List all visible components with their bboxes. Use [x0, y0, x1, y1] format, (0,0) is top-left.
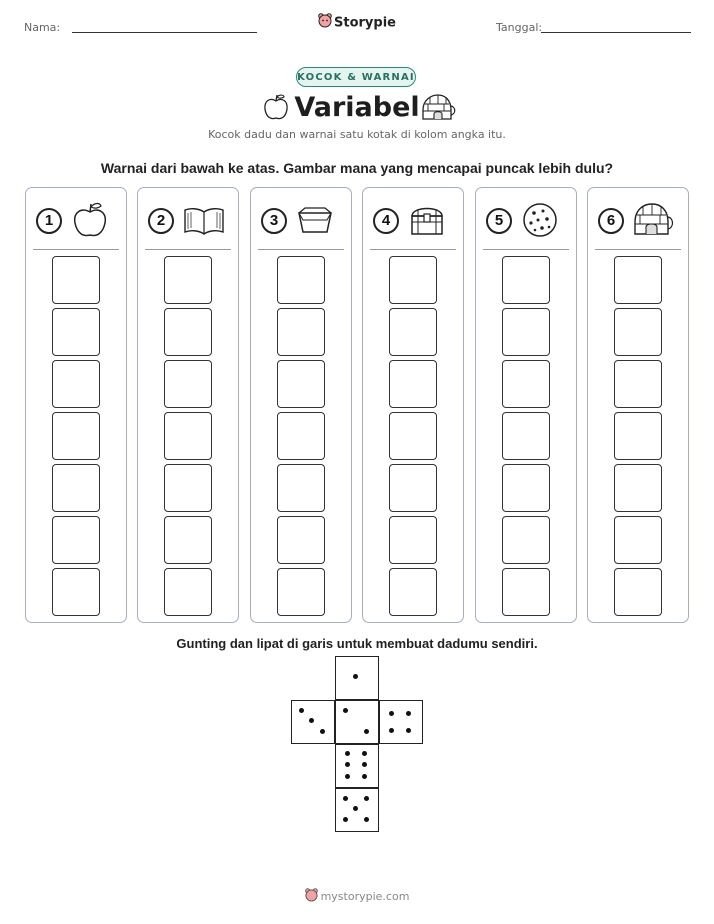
activity-badge: KOCOK & WARNAI: [296, 67, 416, 87]
color-box[interactable]: [614, 516, 662, 564]
color-box[interactable]: [52, 360, 100, 408]
color-box[interactable]: [52, 412, 100, 460]
name-label: Nama:: [24, 21, 61, 34]
brand-name: Storypie: [334, 15, 396, 31]
color-box[interactable]: [389, 412, 437, 460]
footer: [0, 888, 714, 906]
column-number: 3: [261, 208, 287, 234]
color-box[interactable]: [614, 568, 662, 616]
cut-instruction: Gunting dan lipat di garis untuk membuat dadumu sendiri.: [176, 636, 538, 651]
color-box[interactable]: [614, 412, 662, 460]
bear-logo-icon: [305, 888, 318, 906]
color-box[interactable]: [614, 256, 662, 304]
color-box[interactable]: [389, 360, 437, 408]
book-icon: [182, 200, 222, 240]
color-box[interactable]: [164, 256, 212, 304]
bear-logo-icon: [318, 13, 332, 33]
column-number: 5: [486, 208, 512, 234]
color-box[interactable]: [502, 412, 550, 460]
color-box[interactable]: [389, 516, 437, 564]
color-box[interactable]: [502, 360, 550, 408]
color-box[interactable]: [164, 464, 212, 512]
color-box[interactable]: [389, 568, 437, 616]
column-number: 2: [148, 208, 174, 234]
column-3: [250, 187, 352, 623]
column-5: [475, 187, 577, 623]
apple-icon: [70, 200, 110, 240]
color-box[interactable]: [52, 464, 100, 512]
color-box[interactable]: [277, 360, 325, 408]
column-number: 4: [373, 208, 399, 234]
die-face-1[interactable]: [335, 656, 379, 700]
date-line[interactable]: [541, 32, 691, 33]
color-box[interactable]: [277, 256, 325, 304]
color-box[interactable]: [277, 568, 325, 616]
color-box[interactable]: [52, 256, 100, 304]
die-face-6[interactable]: [335, 744, 379, 788]
color-box[interactable]: [614, 464, 662, 512]
page-subtitle: Kocok dadu dan warnai satu kotak di kolom angka itu.: [208, 128, 506, 141]
color-box[interactable]: [614, 308, 662, 356]
column-6: [587, 187, 689, 623]
column-divider: [483, 249, 569, 250]
color-box[interactable]: [164, 412, 212, 460]
color-box[interactable]: [277, 464, 325, 512]
color-box[interactable]: [614, 360, 662, 408]
color-box[interactable]: [389, 256, 437, 304]
die-face-4[interactable]: [379, 700, 423, 744]
column-divider: [145, 249, 231, 250]
cookie-icon: [520, 200, 560, 240]
column-divider: [595, 249, 681, 250]
page-title: Variabel: [294, 92, 420, 123]
color-box[interactable]: [502, 256, 550, 304]
die-face-2[interactable]: [335, 700, 379, 744]
color-box[interactable]: [389, 464, 437, 512]
color-box[interactable]: [502, 568, 550, 616]
column-number: 6: [598, 208, 624, 234]
footer-url[interactable]: mystorypie.com: [320, 890, 410, 903]
column-number: 1: [36, 208, 62, 234]
color-box[interactable]: [277, 516, 325, 564]
igloo-icon: [420, 92, 456, 122]
color-box[interactable]: [502, 308, 550, 356]
coloring-instruction: Warnai dari bawah ke atas. Gambar mana yang mencapai puncak lebih dulu?: [100, 160, 614, 176]
brand-logo: [0, 13, 714, 33]
column-divider: [33, 249, 119, 250]
color-box[interactable]: [164, 308, 212, 356]
die-face-5[interactable]: [335, 788, 379, 832]
color-box[interactable]: [52, 516, 100, 564]
column-2: [137, 187, 239, 623]
color-box[interactable]: [164, 516, 212, 564]
date-label: Tanggal:: [496, 21, 543, 34]
column-divider: [258, 249, 344, 250]
color-box[interactable]: [52, 308, 100, 356]
column-1: [25, 187, 127, 623]
color-box[interactable]: [52, 568, 100, 616]
color-box[interactable]: [164, 360, 212, 408]
color-box[interactable]: [502, 516, 550, 564]
color-box[interactable]: [502, 464, 550, 512]
color-box[interactable]: [164, 568, 212, 616]
die-face-3[interactable]: [291, 700, 335, 744]
igloo-icon: [632, 200, 672, 240]
color-box[interactable]: [277, 308, 325, 356]
column-divider: [370, 249, 456, 250]
column-4: [362, 187, 464, 623]
color-box[interactable]: [277, 412, 325, 460]
treasure-chest-icon: [407, 200, 447, 240]
box-icon: [295, 200, 335, 240]
color-box[interactable]: [389, 308, 437, 356]
